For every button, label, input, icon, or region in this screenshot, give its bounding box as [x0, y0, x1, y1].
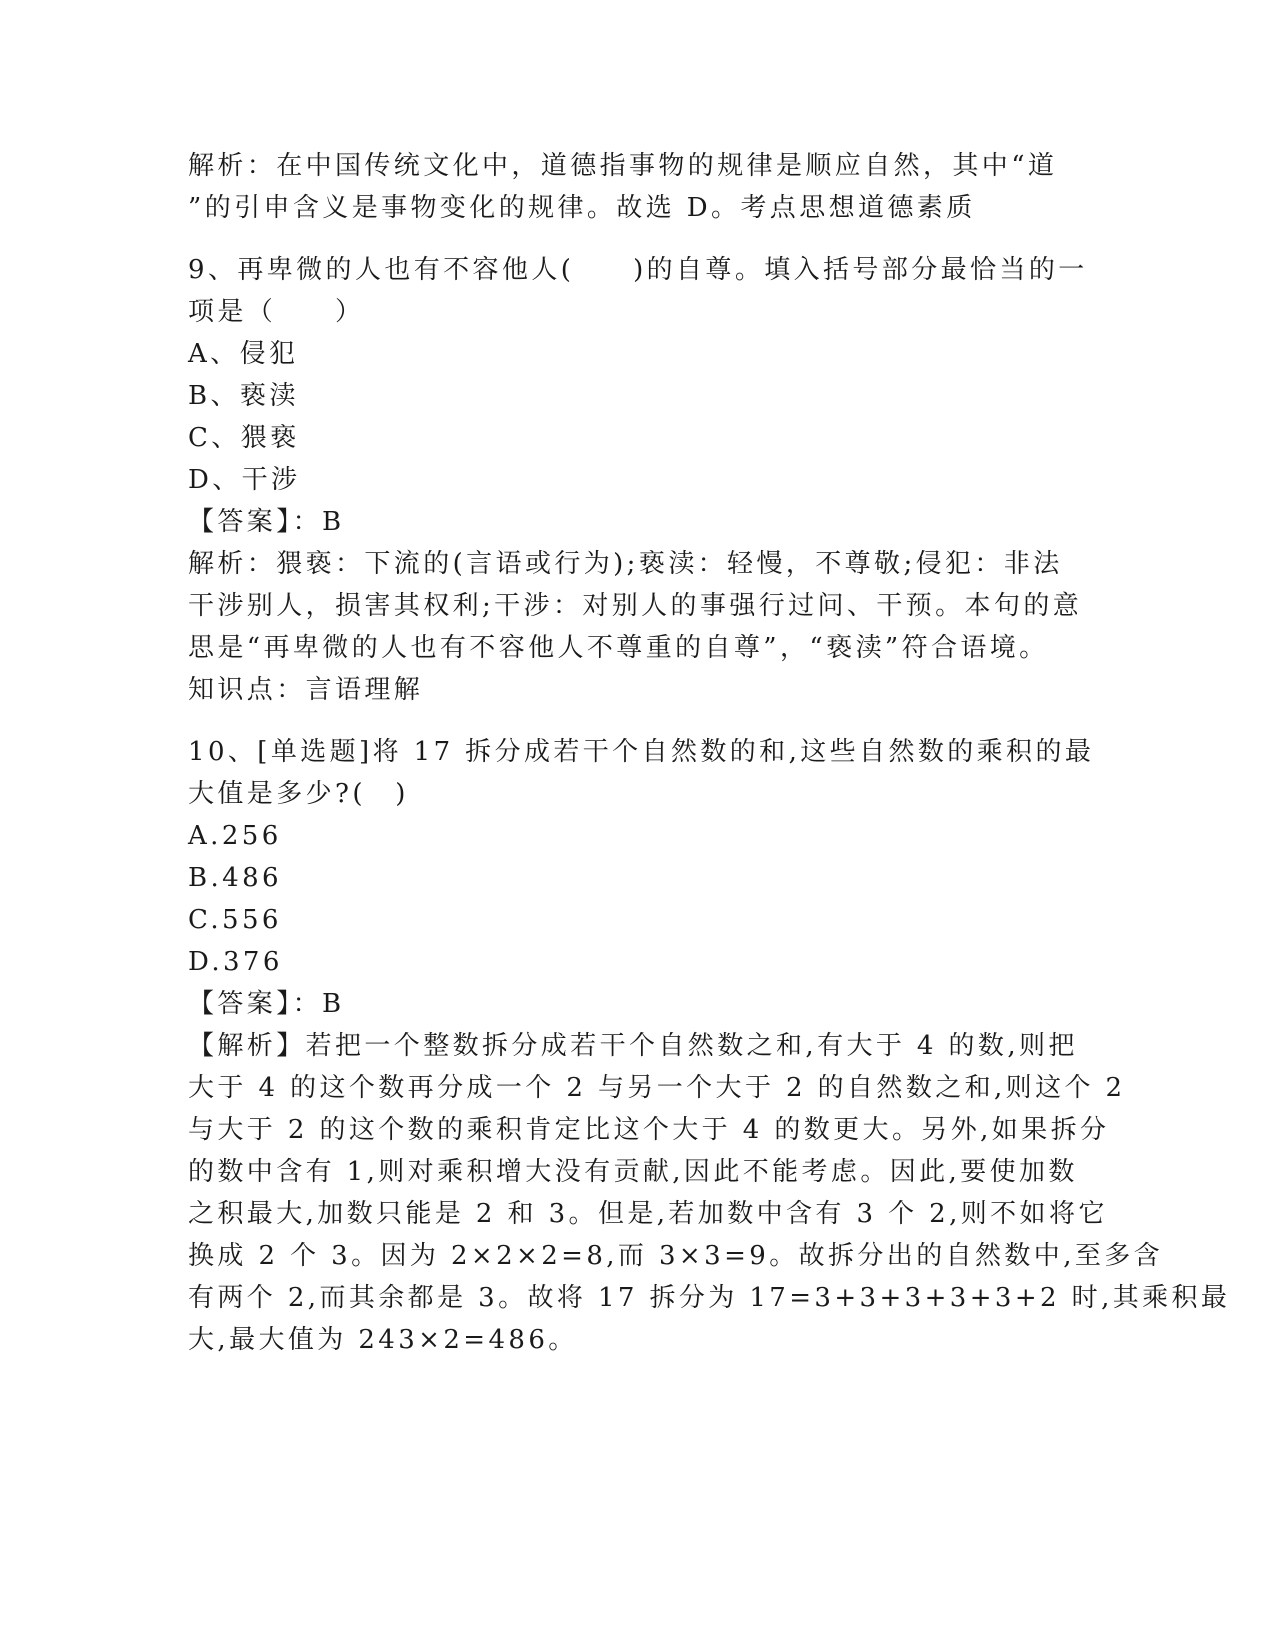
analysis-line: 【解析】若把一个整数拆分成若干个自然数之和,有大于 4 的数,则把: [188, 1031, 1078, 1061]
knowledge-point: 知识点：言语理解: [188, 675, 424, 705]
question-stem: 9、再卑微的人也有不容他人( )的自尊。填入括号部分最恰当的一: [188, 255, 1088, 285]
analysis-line: 解析：在中国传统文化中，道德指事物的规律是顺应自然，其中“道: [188, 151, 1058, 181]
analysis-line: 的数中含有 1,则对乘积增大没有贡献,因此不能考虑。因此,要使加数: [188, 1157, 1078, 1187]
option-c: C.556: [188, 905, 282, 935]
question-stem: 10、[单选题]将 17 拆分成若干个自然数的和,这些自然数的乘积的最: [188, 737, 1095, 767]
analysis-line: 有两个 2,而其余都是 3。故将 17 拆分为 17=3+3+3+3+3+2 时,其乘积最: [188, 1283, 1231, 1313]
analysis-line: 干涉别人，损害其权利;干涉：对别人的事强行过问、干预。本句的意: [188, 591, 1083, 621]
analysis-line: 之积最大,加数只能是 2 和 3。但是,若加数中含有 3 个 2,则不如将它: [188, 1199, 1108, 1229]
option-b: B、亵渎: [188, 381, 299, 411]
answer: 【答案】：B: [188, 989, 345, 1019]
question-9: [188, 249, 1088, 711]
option-d: D、干涉: [188, 465, 301, 495]
option-a: A、侵犯: [188, 339, 299, 369]
question-stem: 项是（ ）: [188, 297, 365, 327]
analysis-line: 大于 4 的这个数再分成一个 2 与另一个大于 2 的自然数之和,则这个 2: [188, 1073, 1126, 1103]
analysis-line: 换成 2 个 3。因为 2×2×2=8,而 3×3=9。故拆分出的自然数中,至多含: [188, 1241, 1164, 1271]
question-10: [188, 731, 1231, 1361]
previous-analysis: [188, 145, 1088, 229]
option-c: C、猥亵: [188, 423, 300, 453]
question-stem: 大值是多少?( ): [188, 779, 409, 809]
analysis-line: 与大于 2 的这个数的乘积肯定比这个大于 4 的数更大。另外,如果拆分: [188, 1115, 1110, 1145]
option-d: D.376: [188, 947, 283, 977]
analysis-line: 解析：猥亵：下流的(言语或行为);亵渎：轻慢，不尊敬;侵犯：非法: [188, 549, 1063, 579]
option-a: A.256: [188, 821, 282, 851]
analysis-line: 大,最大值为 243×2=486。: [188, 1325, 578, 1355]
answer: 【答案】：B: [188, 507, 345, 537]
document-page: [188, 145, 1231, 1361]
analysis-line: 思是“再卑微的人也有不容他人不尊重的自尊”，“亵渎”符合语境。: [188, 633, 1049, 663]
analysis-line: ”的引申含义是事物变化的规律。故选 D。考点思想道德素质: [188, 193, 976, 223]
option-b: B.486: [188, 863, 282, 893]
